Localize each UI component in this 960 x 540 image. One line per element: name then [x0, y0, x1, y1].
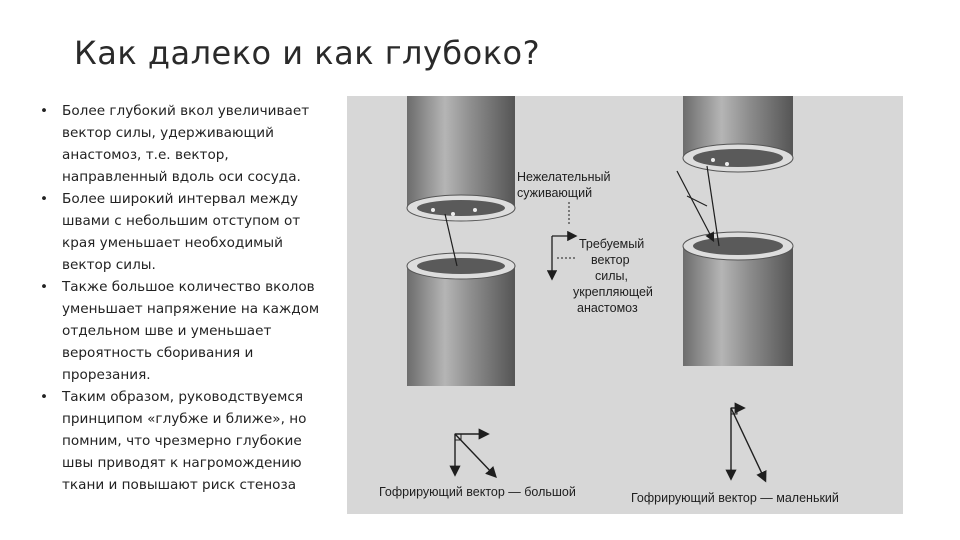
left-upper-vessel — [407, 96, 515, 221]
label-undesired: Нежелательный суживающий — [517, 170, 611, 200]
right-upper-vessel — [683, 96, 793, 172]
vector-diagram-small — [731, 408, 765, 480]
vector-diagram-large — [455, 434, 495, 476]
slide-title: Как далеко и как глубоко? — [74, 34, 541, 72]
bullet-item: • Более широкий интервал между швами с небольшим отступом от края уменьшает необходимый вектор силы. — [40, 188, 330, 276]
bullet-list — [40, 100, 330, 496]
bullet-item: • Более глубокий вкол увеличивает вектор силы, удерживающий анастомоз, т.е. вектор, направленный вдоль оси сосуда. — [40, 100, 330, 188]
bullet-item: • Таким образом, руководствуемся принципом «глубже и ближе», но помним, что чрезмерно глубокие швы приводят к нагромождению ткани и повышают риск стеноза — [40, 386, 330, 496]
bullet-item: • Также большое количество вколов уменьшает напряжение на каждом отдельном шве и уменьшает вероятность сборивания и прорезания. — [40, 276, 330, 386]
vessel-anastomosis-figure — [347, 96, 903, 514]
caption-right: Гофрирующий вектор — маленький — [631, 491, 839, 505]
label-required: Требуемый вектор силы, укрепляющей анастомоз — [573, 237, 653, 315]
right-lower-vessel — [683, 232, 793, 366]
left-lower-vessel — [407, 253, 515, 386]
caption-left: Гофрирующий вектор — большой — [379, 485, 576, 499]
